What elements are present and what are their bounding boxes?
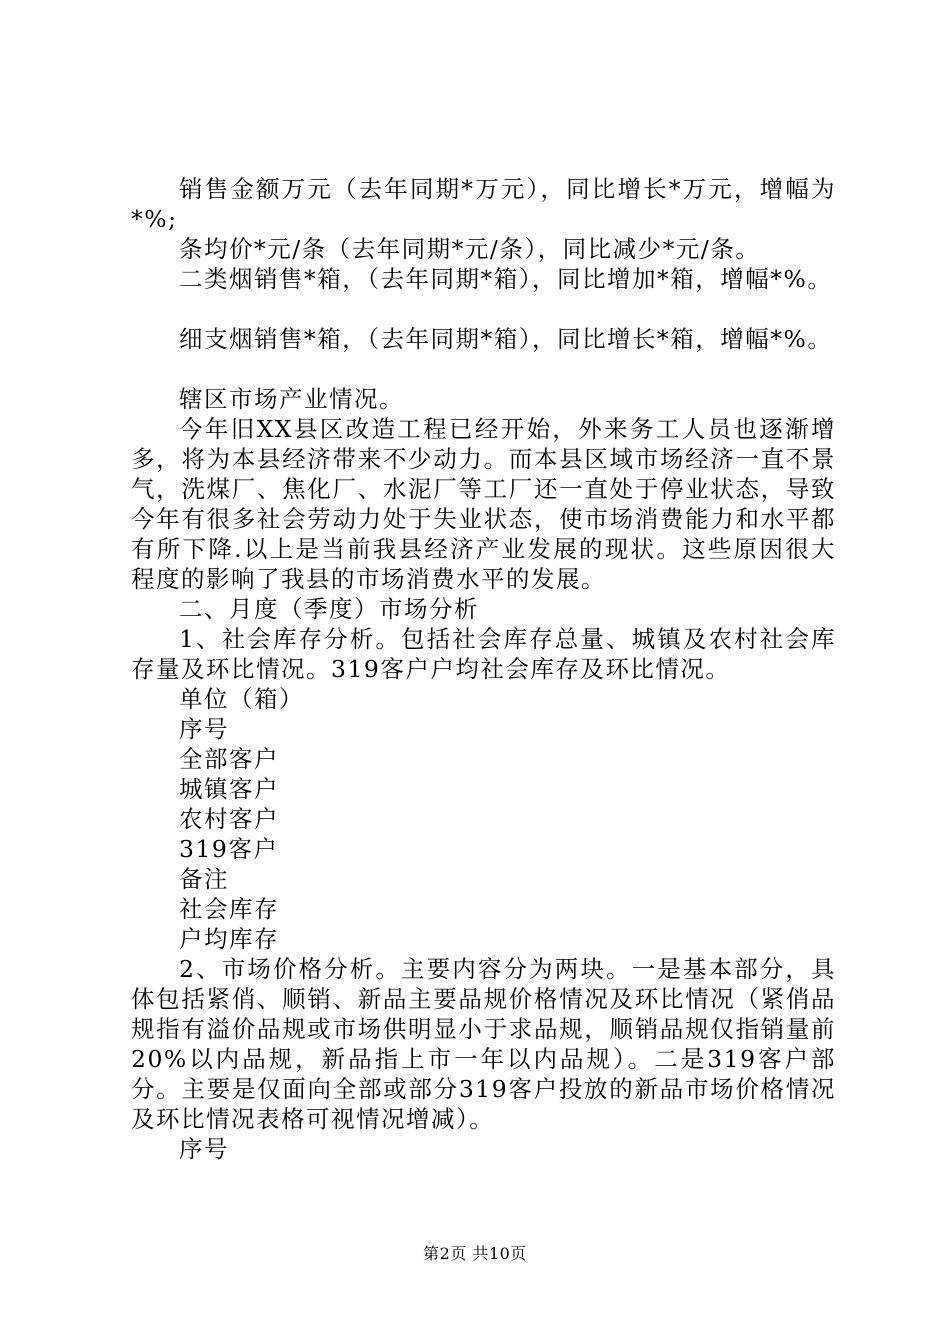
document-body bbox=[131, 174, 836, 1164]
table-label-rural-customers: 农村客户 bbox=[179, 805, 279, 833]
table-label-remarks: 备注 bbox=[179, 865, 229, 893]
table-label-serial: 序号 bbox=[179, 715, 229, 743]
page-number-footer: 第2页 共10页 bbox=[423, 1244, 527, 1263]
paragraph-market-heading: 辖区市场产业情况。 bbox=[179, 385, 404, 413]
table-label-urban-customers: 城镇客户 bbox=[179, 775, 279, 803]
paragraph-slim-sales: 细支烟销售*箱，（去年同期*箱），同比增长*箱，增幅*%。 bbox=[179, 325, 833, 353]
table-label-average-inventory: 户均库存 bbox=[179, 925, 279, 953]
table-label-319-customers: 319客户 bbox=[179, 835, 279, 863]
paragraph-sales-amount: 销售金额万元（去年同期*万元），同比增长*万元，增幅为*%; bbox=[131, 175, 836, 233]
table-label-social-inventory: 社会库存 bbox=[179, 895, 279, 923]
spacer bbox=[131, 294, 836, 324]
table-label-unit: 单位（箱） bbox=[179, 685, 304, 713]
paragraph-market-description: 今年旧XX县区改造工程已经开始，外来务工人员也逐渐增多，将为本县经济带来不少动力。而本县区域市场经济一直不景气，洗煤厂、焦化厂、水泥厂等工厂还一直处于停业状态，导致今年有很多社会劳动力处于失业状态，使市场消费能力和水平都有所下降.以上是当前我县经济产业发展的现状。这些原因很大程度的影响了我县的市场消费水平的发展。 bbox=[131, 415, 836, 593]
table-label-serial-2: 序号 bbox=[179, 1135, 229, 1163]
paragraph-class-two-sales: 二类烟销售*箱，（去年同期*箱），同比增加*箱，增幅*%。 bbox=[179, 265, 833, 293]
table-label-all-customers: 全部客户 bbox=[179, 745, 279, 773]
paragraph-price-analysis: 2、市场价格分析。主要内容分为两块。一是基本部分，具体包括紧俏、顺销、新品主要品规价格情况及环比情况（紧俏品规指有溢价品规或市场供明显小于求品规，顺销品规仅指销量前20%以内品规，新品指上市一年以内品规）。二是319客户部分。主要是仅面向全部或部分319客户投放的新品市场价格情况及环比情况表格可视情况增减）。 bbox=[131, 955, 836, 1133]
paragraph-inventory-analysis: 1、社会库存分析。包括社会库存总量、城镇及农村社会库存量及环比情况。319客户户均社会库存及环比情况。 bbox=[131, 625, 836, 683]
spacer bbox=[131, 354, 836, 384]
paragraph-unit-price: 条均价*元/条（去年同期*元/条），同比减少*元/条。 bbox=[179, 235, 761, 263]
section-heading-market-analysis: 二、月度（季度）市场分析 bbox=[179, 595, 479, 623]
